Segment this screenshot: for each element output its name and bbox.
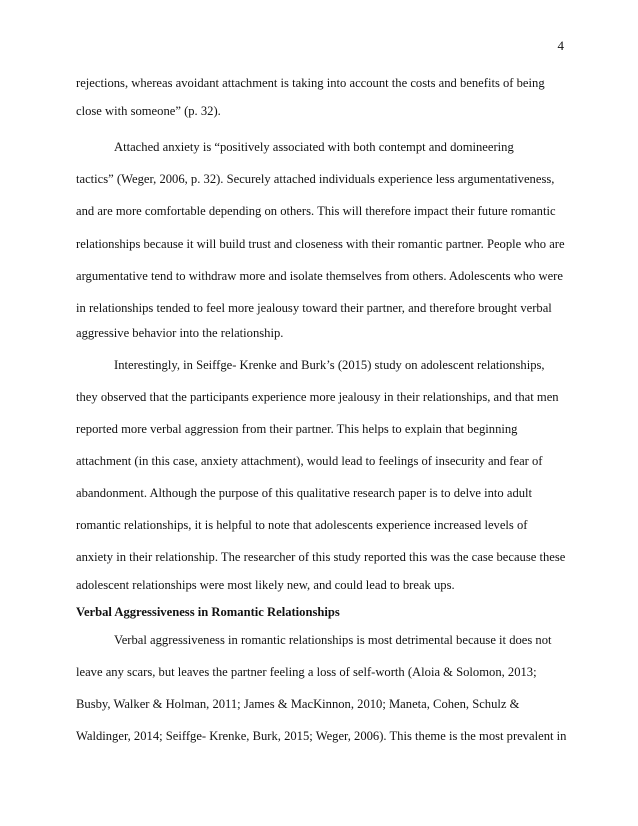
body-line: leave any scars, but leaves the partner feeling a loss of self-worth (Aloia & Solomon, 2013; <box>76 665 537 679</box>
body-line: rejections, whereas avoidant attachment is taking into account the costs and benefits of being <box>76 76 545 90</box>
body-line: romantic relationships, it is helpful to note that adolescents experience increased levels of <box>76 518 528 532</box>
body-line: they observed that the participants experience more jealousy in their relationships, and that men <box>76 390 559 404</box>
body-line: Waldinger, 2014; Seiffge- Krenke, Burk, 2015; Weger, 2006). This theme is the most prevalent in <box>76 729 567 743</box>
body-line: abandonment. Although the purpose of this qualitative research paper is to delve into adult <box>76 486 533 500</box>
paragraph-first-line: Verbal aggressiveness in romantic relationships is most detrimental because it does not <box>114 633 552 647</box>
body-line: anxiety in their relationship. The researcher of this study reported this was the case because these <box>76 550 566 564</box>
body-line: argumentative tend to withdraw more and isolate themselves from others. Adolescents who were <box>76 269 563 283</box>
body-line: reported more verbal aggression from their partner. This helps to explain that beginning <box>76 422 518 436</box>
body-line: relationships because it will build trust and closeness with their romantic partner. People who are <box>76 237 565 251</box>
body-line: aggressive behavior into the relationship. <box>76 326 284 340</box>
section-heading: Verbal Aggressiveness in Romantic Relationships <box>76 605 340 619</box>
paragraph-first-line: Attached anxiety is “positively associated with both contempt and domineering <box>114 140 514 154</box>
page-number: 4 <box>557 38 564 53</box>
body-line: attachment (in this case, anxiety attachment), would lead to feelings of insecurity and fear of <box>76 454 543 468</box>
body-line: in relationships tended to feel more jealousy toward their partner, and therefore brought verbal <box>76 301 552 315</box>
body-line: adolescent relationships were most likely new, and could lead to break ups. <box>76 578 455 592</box>
body-line: close with someone” (p. 32). <box>76 104 221 118</box>
body-line: and are more comfortable depending on others. This will therefore impact their future romantic <box>76 204 556 218</box>
paragraph-first-line: Interestingly, in Seiffge- Krenke and Burk’s (2015) study on adolescent relationships, <box>114 358 545 372</box>
body-line: Busby, Walker & Holman, 2011; James & MacKinnon, 2010; Maneta, Cohen, Schulz & <box>76 697 520 711</box>
body-line: tactics” (Weger, 2006, p. 32). Securely attached individuals experience less argumentativeness, <box>76 172 555 186</box>
